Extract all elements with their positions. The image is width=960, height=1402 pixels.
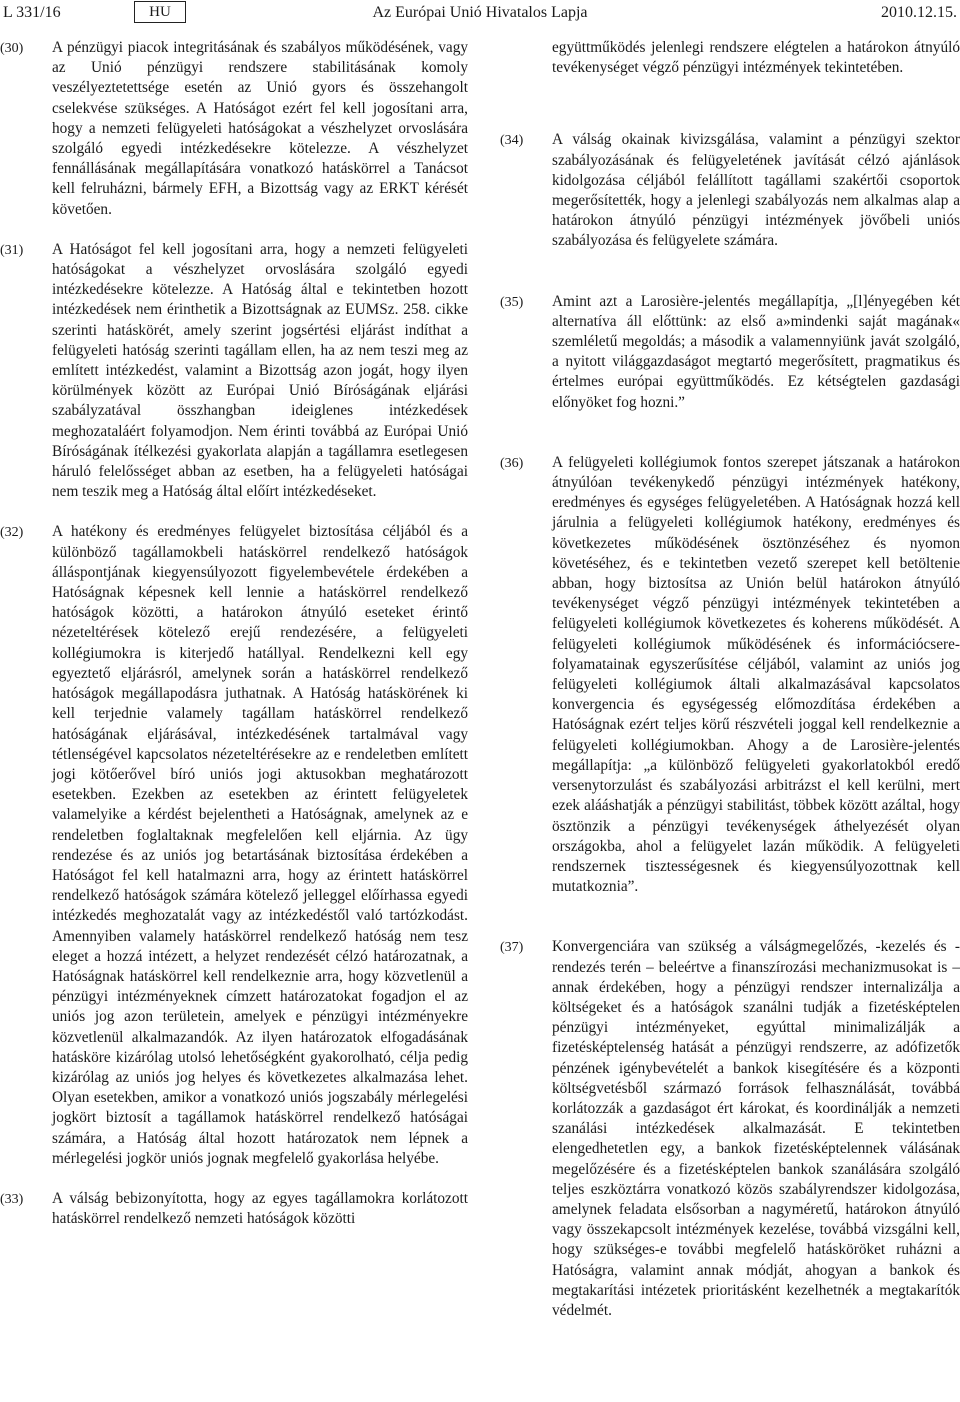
recital-text: A pénzügyi piacok integritásának és szabályos működésének, vagy az Unió pénzügyi rendszere stabilitásának komoly veszélyeztetettsége esetén az Unió gyors és összehangolt cselekvése szükséges. A Hatóságot ezért fel kell jogosítani arra, hogy a nemzeti felügyeleti hatóságokat a vészhelyzet orvoslására szolgáló egyedi intézkedésekre kötelezze. A vészhelyzet fennállásának megállapítására vonatkozó hatáskörrel a Tanácsot kell felruházni, bármely EFH, a Bizottság vagy az ERKT kérését követően. [52, 39, 468, 218]
recital-text: együttműködés jelenlegi rendszere elégtelen a határokon átnyúló tevékenységet végző pénzügyi intézmények tekintetében. [552, 39, 960, 77]
page-header [0, 0, 960, 24]
publication-date: 2010.12.15. [881, 4, 957, 21]
recital-text: A válság bebizonyította, hogy az egyes tagállamokra korlátozott hatáskörrel rendelkező nemzeti hatóságok közötti [52, 1189, 468, 1228]
recital-text: Konvergenciára van szükség a válságmegelőzés, -kezelés és -rendezés terén – beleértve a finanszírozási mechanizmusokat is – annak érdekében, hogy a pénzügyi rendszer internalizálja a költségeket és a hatóságok szanálni tudják a fizetésképtelen pénzügyi intézményeket, egyúttal minimalizálják a fizetésképtelenség hatását a pénzügyi rendszerre, az adófizetők pénzének igénybevételét a bankok kisegítésére és a központi költségvetésből származó források felhasználását, továbbá korlátozzák a gazdaságot ért károkat, és koordinálják a nemzeti szanálási intézkedések alkalmazását. E tekintetben elengedhetetlen egy, a bankok fizetésképtelennek válásának megelőzésére és a fizetésképtelen bankok szanálására szolgáló teljes eszköztárra vonatkozó közös szabályrendszer kidolgozása, amelynek feladata elsősorban a nagyméretű, határokon átnyúló vagy összekapcsolt intézmények kezelése, továbbá vizsgálni kell, hogy szükséges-e további megfelelő hatásköröket ruházni a Hatóságra, valamint annak módját, ahogyan a bankok és megtakarítási intézetek prioritásként kezelhetnék a megtakarítók védelmét. [552, 938, 960, 1319]
recital-33-continued [500, 38, 960, 78]
recital-number: (37) [500, 940, 524, 956]
recital-number: (35) [500, 294, 524, 310]
recital-number: (32) [0, 525, 24, 541]
recital-text: A felügyeleti kollégiumok fontos szerepet játszanak a határokon átnyúlóan tevékenykedő pénzügyi intézmények hatékony, eredményes és egységes felügyeletében. A Hatóságnak hozzá kell járulnia a felügyeleti kollégiumok hatékony, eredményes és következetes működésének ösztönzéséhez és nyomon követéséhez, és e tekintetben vezető szerepet kell betöltenie abban, hogy biztosítsa az Unión belül határokon átnyúló tevékenységet végző pénzügyi intézmények tekintetében a felügyeleti kollégiumok következetes és koherens működését. A felügyeleti kollégiumok működésének és információcsere-folyamatainak egyszerűsítése céljából, valamint az uniós jog felügyeleti kollégiumok általi alkalmazásával kapcsolatos konvergencia és egységesség előmozdítása érdekében a Hatóságnak ezért teljes körű részvételi joggal kell rendelkeznie a felügyeleti kollégiumokban. Ahogy a de Larosière-jelentés megállapítja: „a különböző felügyeleti gyakorlatokból eredő versenytorzulást és szabályozási arbitrázst el kell kerülni, mert ezek alááshatják a pénzügyi stabilitást, többek között azáltal, hogy ösztönzik a pénzügyi tevékenységek áthelyezését olyan országokba, ahol a felügyelet lazán működik. A felügyeleti rendszernek tisztességesnek és kiegyensúlyozottnak kell mutatkoznia”. [552, 453, 960, 896]
recital-31 [0, 240, 468, 503]
recital-number: (30) [0, 41, 24, 56]
recital-33 [0, 1189, 468, 1229]
recital-text: A hatékony és eredményes felügyelet biztosítása céljából és a különböző tagállamokbeli hatáskörrel rendelkező hatóságok álláspontjának kiegyensúlyozott figyelembevétele érdekében a Hatóságnak képesnek kell lennie a hatáskörrel rendelkező hatóságok közötti, a határokon átnyúló eseteket érintő nézeteltérések kötelező erejű rendezésére, a felügyeleti kollégiumokra is kiterjedő hatállyal. Rendelkezni kell egy egyeztető eljárásról, amelynek során a hatáskörrel rendelkező hatóságok megállapodásra juthatnak. A Hatóság hatáskörének ki kell terjednie valamely tagállam hatáskörrel rendelkező hatóságának eljárásával, intézkedésének tartalmával vagy tétlenségével kapcsolatos nézeteltérésekre az e rendeletben említett jogi kötőerővel bíró uniós jogi aktusokban meghatározott esetekben. Ezekben az esetekben az érintett felügyeletek valamelyike a kérdést bejelentheti a Hatóságnak, amelynek az e rendeletben foglaltaknak megfelelően kell eljárnia. Az ügy rendezése és az uniós jog betartásának biztosítása érdekében a Hatóságot fel kell hatalmazni arra, hogy az érintett hatáskörrel rendelkező hatóságok számára kötelező jelleggel előírhassa egyedi intézkedés meghozatalát vagy az intézkedéstől való tartózkodást. Amennyiben valamely hatáskörrel rendelkező hatóság nem tesz eleget a hozzá intézett, a helyzet rendezését célzó határozatnak, a Hatóságnak hatáskörrel kell rendelkeznie arra, hogy közvetlenül a pénzügyi intézményeknek címzett határozatokat fogadjon el az uniós jog azon területein, amelyek e pénzügyi intézményekre közvetlenül alkalmazandók. Az ilyen határozatok elfogadásának hatásköre kizárólag utolsó lehetőségként gyakorolható, célja pedig kizárólag az uniós jog helyes és következetes alkalmazása lehet. Olyan esetekben, amikor a vonatkozó uniós jogszabály mérlegelési jogkört biztosít a tagállamok hatáskörrel rendelkező hatóságai számára, a Hatóság által hozott határozatok nem lépnek a mérlegelési jogkör uniós jognak megfelelő gyakorlása helyébe. [52, 523, 468, 1167]
left-column [0, 38, 468, 1229]
recital-text: Amint azt a Larosière-jelentés megállapítja, „[l]ényegében két alternatíva áll előttünk: az első a»mindenki saját magának« szemléletű megoldás; a második a valamennyiünk javát szolgáló, a nyitott világgazdaságot megtartó megerősített, pragmatikus és értelmes európai együttműködés. Ez kétségtelen gazdasági előnyöket fog hozni.” [552, 292, 960, 411]
recital-text: A válság okainak kivizsgálása, valamint a pénzügyi szektor szabályozásának és felügyeletének javítását célzó ajánlások kidolgozása céljából felállított tagállami szakértői csoportok megerősítették, hogy a jelenlegi szabályozás nem alkalmas alap a határokon átnyúló pénzügyi intézmények jövőbeli uniós szabályozása és felügyelete számára. [552, 131, 960, 250]
recital-36 [500, 453, 960, 897]
recital-number: (34) [500, 133, 524, 149]
language-badge: HU [134, 1, 186, 23]
recital-number: (33) [0, 1191, 24, 1207]
recital-number: (31) [0, 242, 24, 258]
recital-34 [500, 130, 960, 251]
recital-32 [0, 522, 468, 1169]
page-reference: L 331/16 [3, 4, 61, 21]
recital-text: A Hatóságot fel kell jogosítani arra, hogy a nemzeti felügyeleti hatóságokat a vészhelyzet orvoslására szolgáló egyedi intézkedésekre kötelezze. A Hatóság által e tekintetben hozott intézkedések nem érinthetik a Bizottságnak az EUMSz. 258. cikke szerinti hatáskörét, amely szerint jogsértési eljárást indíthat a felügyeleti hatóság szerinti tagállam ellen, ha az nem teszi meg az említett intézkedést, valamint a Bizottság azon jogát, hogy ilyen körülmények között az Európai Unió Bíróságának eljárási szabályzatával összhangban ideiglenes intézkedések meghozataláért folyamodjon. Nem érinti továbbá az Európai Unió Bíróságának ítélkezési gyakorlata alapján a tagállamra esetlegesen háruló felelősséget abban az esetben, ha a felügyeleti hatóságai nem teszik meg a Hatóság által előírt intézkedéseket. [52, 240, 468, 501]
journal-title: Az Európai Unió Hivatalos Lapja [372, 4, 588, 21]
recital-number [500, 38, 552, 78]
recital-35 [500, 292, 960, 413]
recital-number: (36) [500, 455, 524, 471]
recital-30 [0, 38, 468, 220]
recital-37 [500, 937, 960, 1321]
right-column [500, 38, 960, 1321]
